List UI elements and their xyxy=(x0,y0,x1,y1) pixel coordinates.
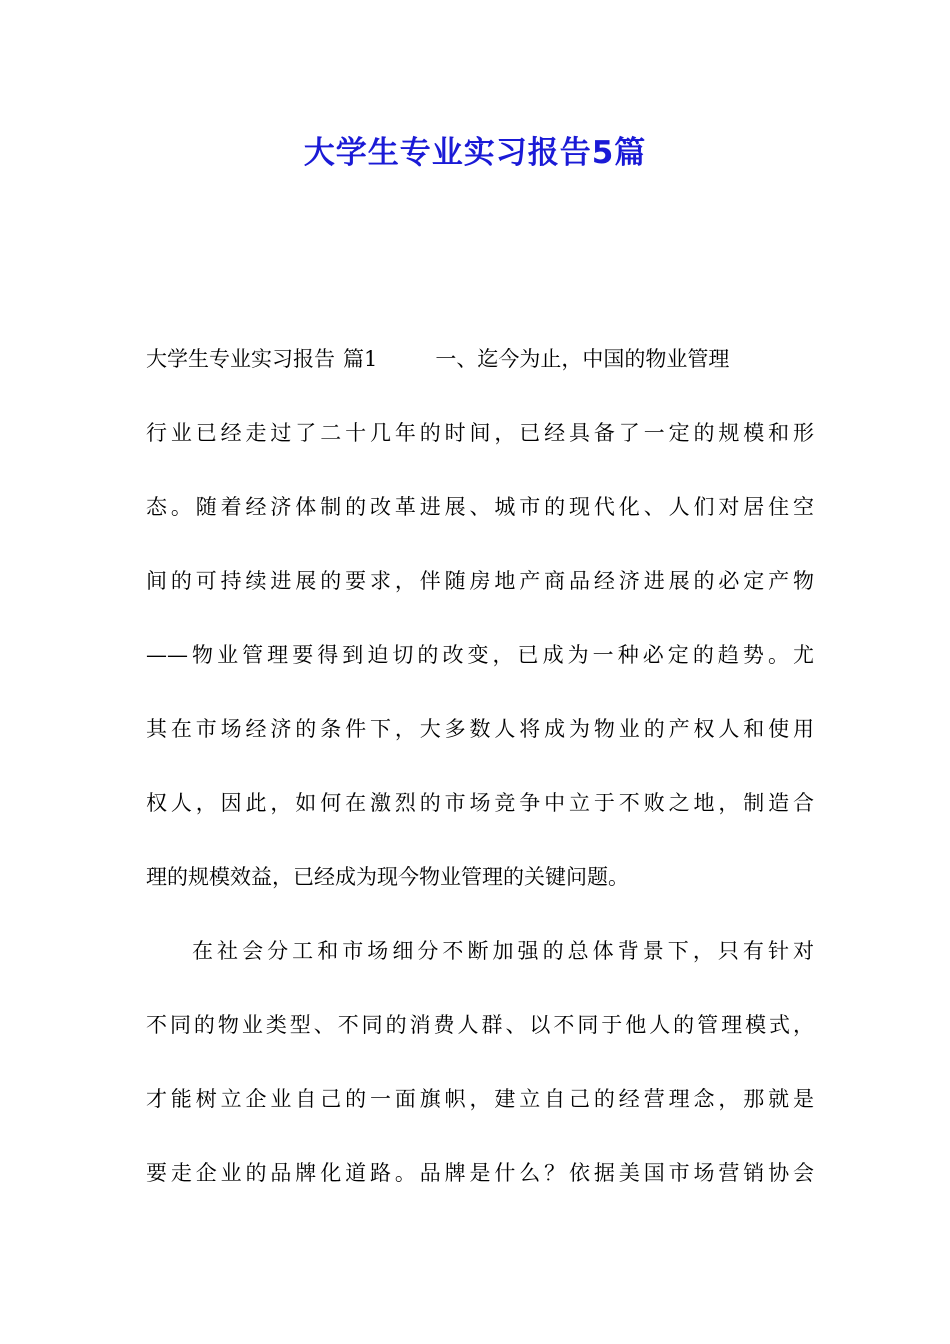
body-line-4: 间的可持续进展的要求，伴随房地产商品经济进展的必定产物 xyxy=(146,569,814,593)
body-line-3: 态。随着经济体制的改革进展、城市的现代化、人们对居住空 xyxy=(146,495,814,519)
document-body xyxy=(146,322,814,1210)
body-line-1 xyxy=(146,322,814,396)
body-line-8: 理的规模效益，已经成为现今物业管理的关键问题。 xyxy=(146,865,629,889)
body-line-9: 在社会分工和市场细分不断加强的总体背景下，只有针对 xyxy=(192,939,814,963)
body-line-1-text: 一、迄今为止，中国的物业管理 xyxy=(435,347,730,371)
document-title: 大学生专业实习报告5篇 xyxy=(303,135,647,171)
body-line-12: 要走企业的品牌化道路。品牌是什么？依据美国市场营销协会 xyxy=(146,1161,814,1185)
body-line-6: 其在市场经济的条件下，大多数人将成为物业的产权人和使用 xyxy=(146,717,814,741)
body-line-7: 权人，因此，如何在激烈的市场竞争中立于不败之地，制造合 xyxy=(146,791,814,815)
body-line-5: ——物业管理要得到迫切的改变，已成为一种必定的趋势。尤 xyxy=(146,643,814,667)
section-heading: 大学生专业实习报告 xyxy=(146,347,335,371)
body-line-10: 不同的物业类型、不同的消费人群、以不同于他人的管理模式， xyxy=(146,1013,814,1037)
section-number: 篇1 xyxy=(343,347,378,371)
body-line-2: 行业已经走过了二十几年的时间，已经具备了一定的规模和形 xyxy=(146,421,814,445)
body-line-11: 才能树立企业自己的一面旗帜，建立自己的经营理念，那就是 xyxy=(146,1087,814,1111)
